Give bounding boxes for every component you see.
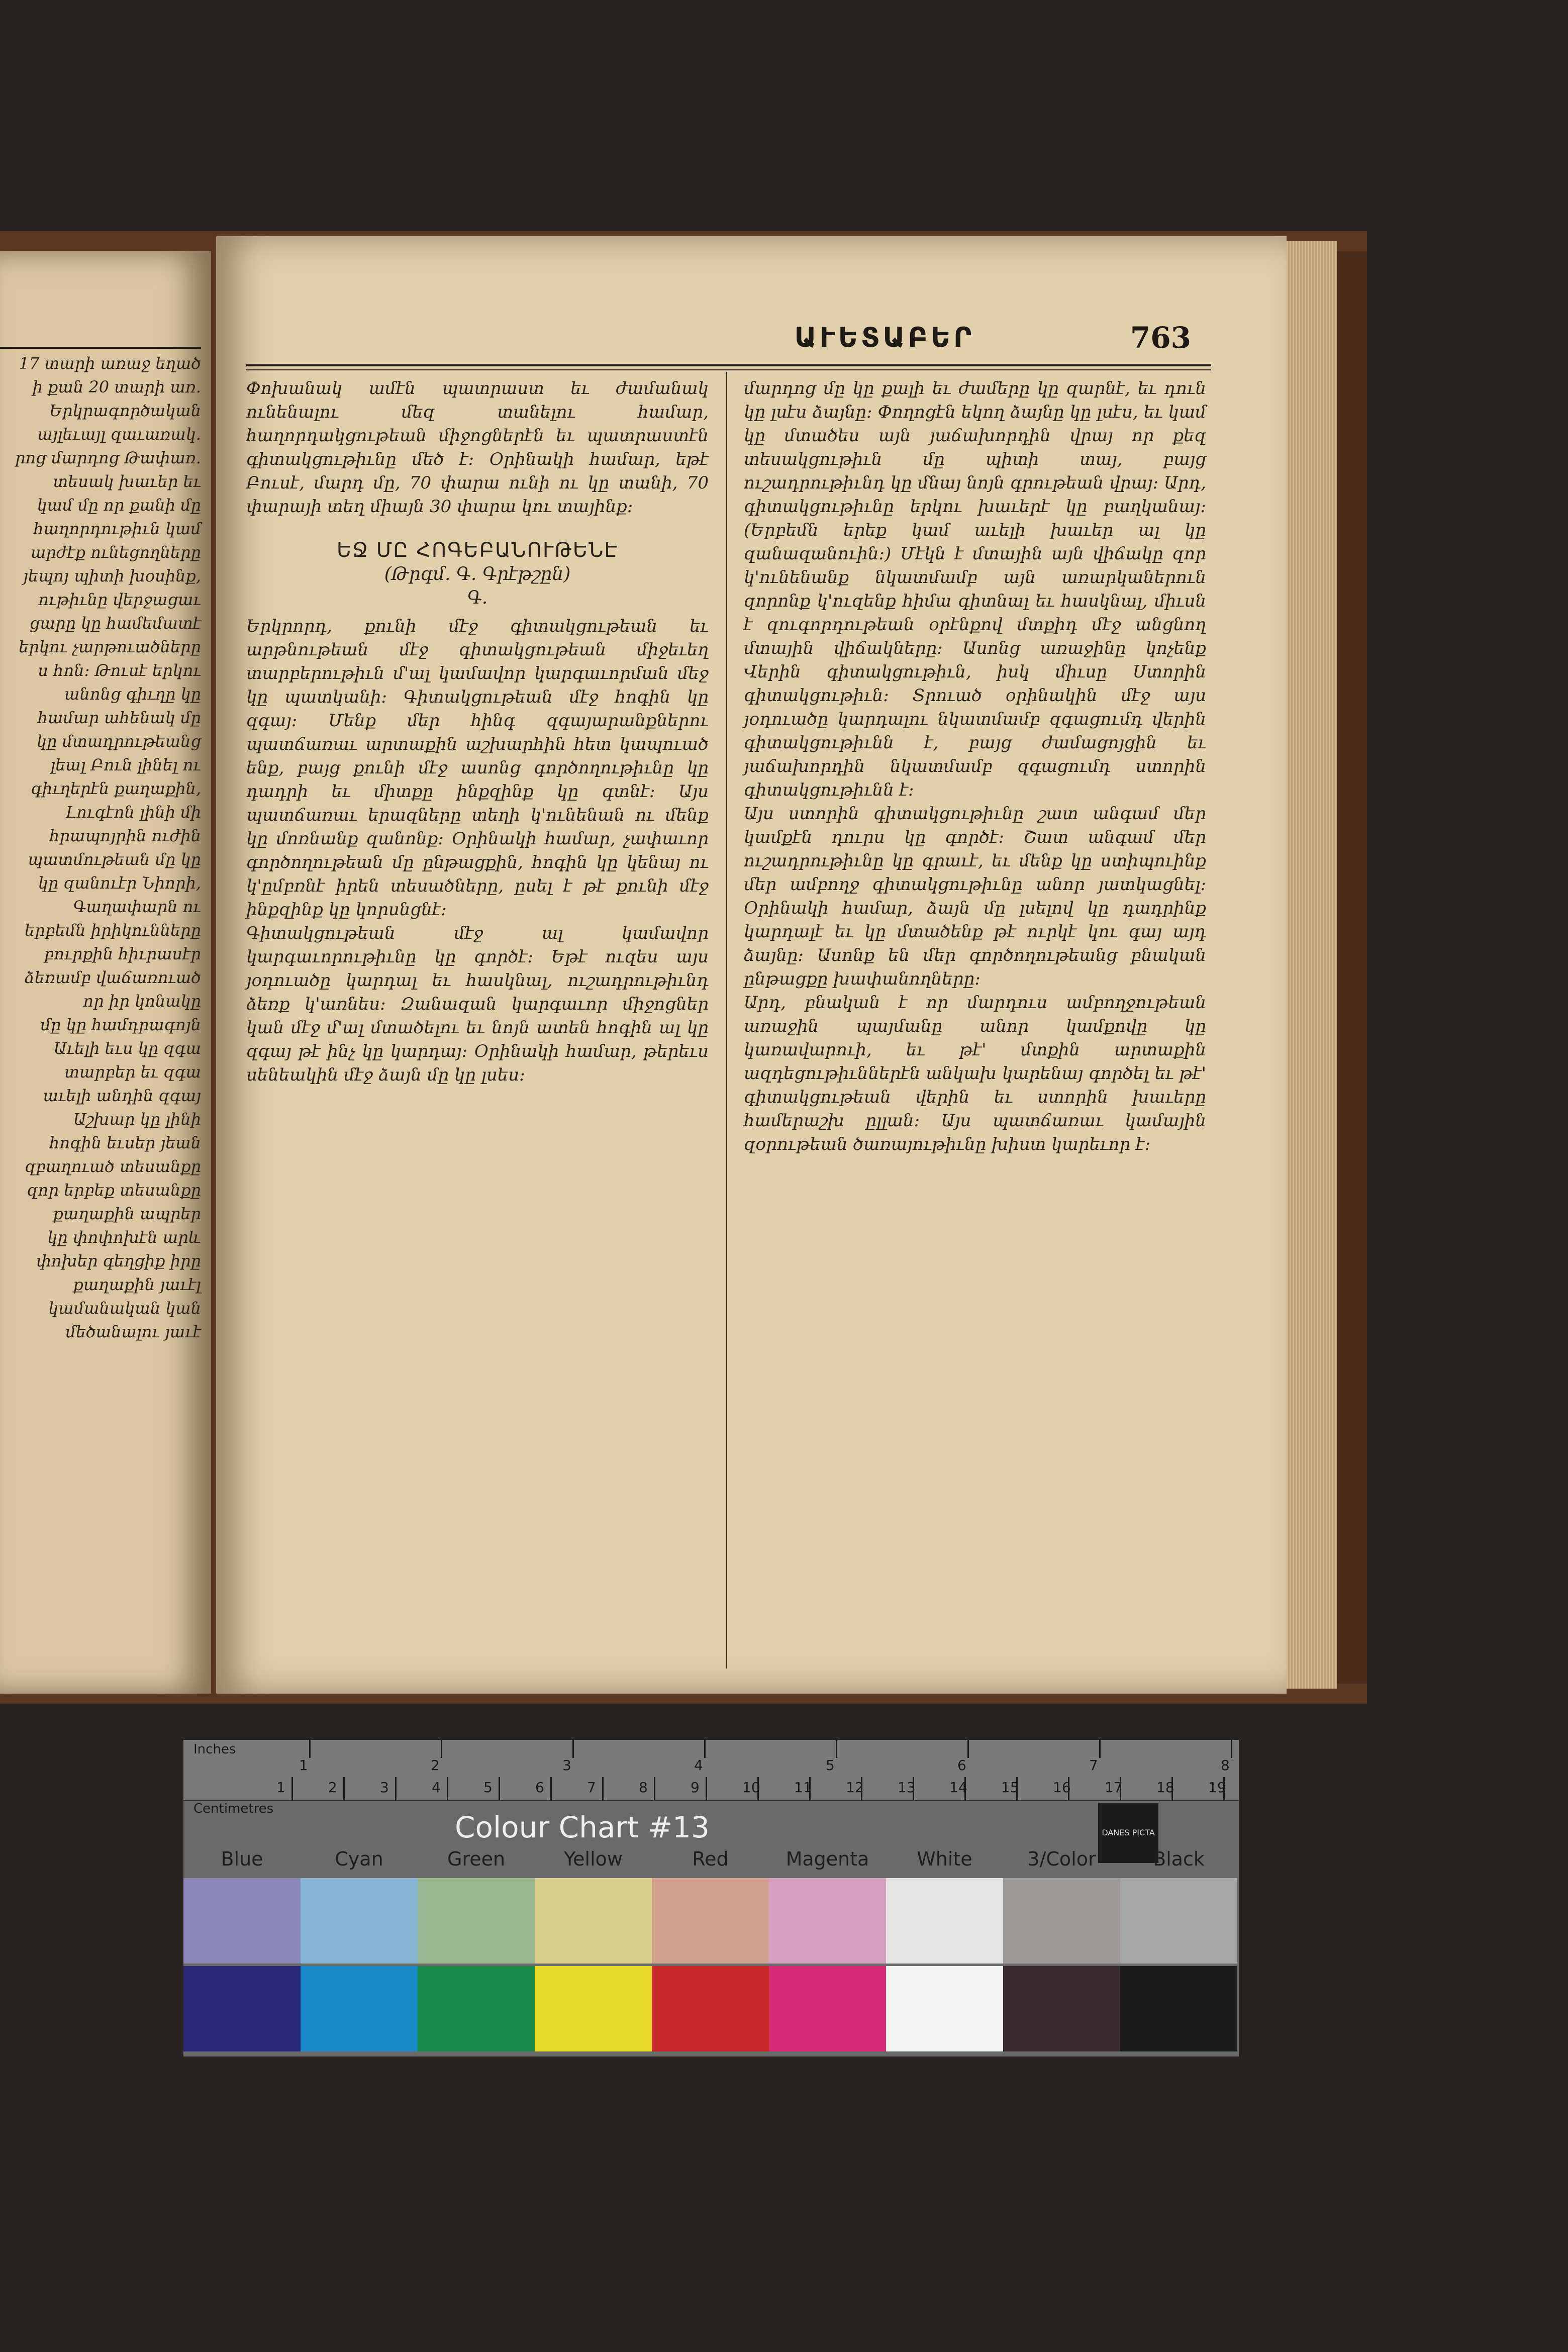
left-page-line: ս հոն։ Թուսէ երկու xyxy=(38,661,201,680)
left-page-line: կամանական կան xyxy=(48,1299,201,1318)
cm-tick-label: 16 xyxy=(1053,1779,1071,1796)
cm-tick-label: 2 xyxy=(328,1779,337,1796)
left-page-line: բուրքին հիւրասէր xyxy=(44,944,201,963)
column-divider xyxy=(726,372,727,1669)
left-page-line: լեալ Բուն լինել ու xyxy=(50,755,201,774)
inch-tick xyxy=(309,1740,311,1758)
left-page-line: 17 տարի առաջ եղած xyxy=(19,354,201,373)
inch-tick-label: 6 xyxy=(957,1757,966,1774)
left-page-line: յեպոյ պիտի խօսինք, xyxy=(23,566,201,585)
swatch-dark-3-color xyxy=(1003,1966,1120,2051)
left-page-line: կը մտադրութեանց xyxy=(36,732,201,751)
cm-tick-label: 11 xyxy=(794,1779,812,1796)
swatch-dark-green xyxy=(418,1966,535,2051)
swatch-label: Red xyxy=(692,1848,729,1870)
centimetres-label: Centimetres xyxy=(193,1801,274,1816)
left-page-rule xyxy=(0,347,201,349)
swatch-light-cyan xyxy=(301,1878,418,1964)
left-page-line: Լուգէոն լինի մի xyxy=(65,803,201,822)
swatch-label: Green xyxy=(447,1848,506,1870)
swatch-dark-magenta xyxy=(769,1966,886,2051)
right-page xyxy=(216,236,1287,1694)
right-column xyxy=(744,377,1206,1156)
cm-tick-label: 15 xyxy=(1001,1779,1019,1796)
swatch-labels xyxy=(183,1848,1239,1873)
cm-tick xyxy=(499,1777,500,1800)
cm-tick-label: 7 xyxy=(587,1779,596,1796)
header-rule-thin xyxy=(246,369,1211,370)
cm-tick xyxy=(291,1777,293,1800)
cm-tick-label: 9 xyxy=(691,1779,700,1796)
paragraph: Արդ, բնական է որ մարդուս ամբողջութեան առաջին պայմանը անոր կամքովը կը կառավարուի, եւ թէ' մտքին արտաքին ազդեցութիւններէն անկախ կարենայ գործել եւ թէ' գիտակցութեան վերին եւ ստորին խաւերը համերաշխ ըլլան։ Այս պատճառաւ կամային զօրութեան ծառայութիւնը խիստ կարեւոր է։ xyxy=(744,993,1206,1154)
chart-title: Colour Chart #13 xyxy=(455,1810,710,1844)
left-page-line: զոր երբեք տեսանքը xyxy=(27,1181,201,1200)
paragraph: Փոխանակ ամէն պատրաստ եւ ժամանակ ունենալու մեզ տանելու համար, հաղորդակցութեան միջոցներէն եւ պատրաստէն գիտակցութիւնը մեծ է։ Օրինակի համար, եթէ Բուսէ, մարդ մը, 70 փարա ունի ու կը տանի, 70 փարայի տեղ միայն 30 փարա կու տայինք։ xyxy=(246,378,709,517)
left-page-line: պատմութեան մը կը xyxy=(28,850,201,869)
swatch-light-3-color xyxy=(1003,1878,1120,1964)
page-number: 763 xyxy=(1130,321,1191,355)
book-spine xyxy=(1337,251,1367,1684)
cm-tick-label: 6 xyxy=(535,1779,544,1796)
swatch-label: Blue xyxy=(221,1848,263,1870)
inch-tick-label: 8 xyxy=(1221,1757,1230,1774)
inch-tick xyxy=(1231,1740,1232,1758)
inch-tick xyxy=(836,1740,837,1758)
left-page-line: այլեւայլ զաւառակ. xyxy=(37,425,201,444)
cm-tick-label: 10 xyxy=(742,1779,760,1796)
header-rule xyxy=(246,364,1211,366)
left-page-line: անոնց գիւղը կը xyxy=(64,684,201,704)
left-page-line: Աշխար կը լինի xyxy=(73,1110,201,1129)
swatch-light-red xyxy=(652,1878,769,1964)
left-page-line: քաղաքին ապրեր xyxy=(53,1204,201,1223)
left-page-line: փոխեր գեղցիք իրը xyxy=(36,1251,201,1270)
cm-tick-label: 4 xyxy=(432,1779,441,1796)
swatch-label: Magenta xyxy=(786,1848,869,1870)
section-mark: Գ. xyxy=(467,587,488,608)
left-page-line: կը փոփոխէն արև xyxy=(47,1228,201,1247)
swatch-light-magenta xyxy=(769,1878,886,1964)
left-page-line: հաղորդութիւն կամ xyxy=(33,519,201,538)
swatch-label: White xyxy=(917,1848,972,1870)
cm-tick xyxy=(602,1777,604,1800)
inch-tick xyxy=(572,1740,574,1758)
left-page-line: երկու չարթուածները xyxy=(19,637,201,656)
left-page-line: հոգին եւսեր յեան xyxy=(49,1133,201,1152)
left-page-line: տեսակ խաւեր եւ xyxy=(53,472,201,491)
left-page-line: երբեմն իրիկունները xyxy=(25,921,201,940)
logo-text: DANES PICTA xyxy=(1102,1828,1155,1837)
cm-tick xyxy=(550,1777,552,1800)
inch-tick xyxy=(441,1740,442,1758)
left-page-line: ցարը կը համեմատէ xyxy=(29,614,201,633)
cm-tick-label: 1 xyxy=(276,1779,285,1796)
cm-tick-label: 18 xyxy=(1156,1779,1174,1796)
cm-tick-label: 19 xyxy=(1208,1779,1226,1796)
swatch-light-green xyxy=(418,1878,535,1964)
left-page-line: արժէք ունեցողները xyxy=(31,543,201,562)
inch-tick-label: 5 xyxy=(826,1757,835,1774)
left-page-line: ի քան 20 տարի առ. xyxy=(32,377,201,397)
left-page-line: Գաղափարն ու xyxy=(73,897,201,916)
swatch-dark-white xyxy=(886,1966,1003,2051)
cm-tick-label: 13 xyxy=(898,1779,916,1796)
swatch-dark-black xyxy=(1120,1966,1237,2051)
left-page-line: գիւղերէն քաղաքին, xyxy=(31,779,201,798)
cm-tick-label: 14 xyxy=(949,1779,967,1796)
book-spread xyxy=(0,231,1367,1704)
swatch-dark-yellow xyxy=(535,1966,652,2051)
cm-tick-label: 8 xyxy=(639,1779,648,1796)
swatch-dark-red xyxy=(652,1966,769,2051)
left-page-line: մեծանալու յաւէ xyxy=(65,1322,201,1341)
swatch-label: Cyan xyxy=(335,1848,383,1870)
page-edges xyxy=(1287,241,1337,1689)
colour-chart xyxy=(183,1740,1239,2056)
paragraph: Գիտակցութեան մէջ ալ կամավոր կարգաւորութիւնը կը գործէ։ Եթէ ուզես այս յօդուածը կարդալ եւ հասկնալ, ուշադրութիւնդ ձեռք կ'առնես։ Զանազան կարգաւոր միջոցներ կան մէջ մ'ալ մտածելու եւ նոյն ատեն հոգին ալ կը զգայ թէ ինչ կը կարդայ։ Օրինակի համար, թերեւս սենեակին մէջ ձայն մը կը լսես։ xyxy=(246,923,709,1085)
left-page-line: կը զանուէր Նիորի, xyxy=(38,873,201,893)
swatch-dark-blue xyxy=(183,1966,301,2051)
left-page-line: կամ մը որ քանի մը xyxy=(37,496,201,515)
cm-tick xyxy=(706,1777,707,1800)
left-page-line: րոց մարդոց Թափառ. xyxy=(15,448,201,467)
swatch-label: Black xyxy=(1153,1848,1205,1870)
swatch-light-blue xyxy=(183,1878,301,1964)
inch-tick xyxy=(1099,1740,1101,1758)
left-page-line: քաղաքին յաւէլ xyxy=(73,1275,201,1294)
left-page-line: աւելի անդին զգայ xyxy=(43,1086,201,1105)
left-page-line: հրապոյրին ուժին xyxy=(49,826,201,845)
inch-tick-label: 7 xyxy=(1089,1757,1098,1774)
inch-tick-label: 1 xyxy=(299,1757,308,1774)
swatch-dark-cyan xyxy=(301,1966,418,2051)
cm-tick-label: 5 xyxy=(483,1779,493,1796)
left-page-line: համար ահենակ մը xyxy=(37,708,201,727)
cm-tick-label: 12 xyxy=(846,1779,864,1796)
cm-tick-label: 17 xyxy=(1105,1779,1123,1796)
inch-tick-label: 4 xyxy=(694,1757,703,1774)
swatch-label: Yellow xyxy=(564,1848,623,1870)
inch-tick xyxy=(704,1740,706,1758)
swatch-light-white xyxy=(886,1878,1003,1964)
swatch-label: 3/Color xyxy=(1027,1848,1096,1870)
left-page xyxy=(0,251,211,1694)
swatch-light-yellow xyxy=(535,1878,652,1964)
left-page-line: Աւելի եւս կը զգա xyxy=(53,1039,201,1058)
cm-tick xyxy=(395,1777,397,1800)
section-title: ԵՋ ՄԸ ՀՈԳԵԲԱՆՈՒԹԵՆԷ xyxy=(337,539,618,562)
running-head: ԱՒԵՏԱԲԵՐ xyxy=(794,322,975,353)
left-page-line: ձեռամբ վաճառուած xyxy=(24,968,201,987)
inches-label: Inches xyxy=(193,1742,236,1757)
section-author: (Թրգմ. Գ. Գրէթշըն) xyxy=(384,564,571,584)
paragraph: Այս ստորին գիտակցութիւնը շատ անգամ մեր կամքէն դուրս կը գործէ։ Շատ անգամ մեր ուշադրութիւնը կը գրաւէ, եւ մենք կը ստիպուինք մեր ամբողջ գիտակցութիւնը անոր յատկացնել։ Օրինակի համար, ձայն մը լսելով կը դադրինք կարդալէ եւ կը մտածենք թէ ուրկէ կու գայ այդ ձայնը։ Ասոնք են մեր գործողութեանց բնական ընթացքը խափանողները։ xyxy=(744,804,1206,989)
left-page-line: տարբեր եւ զգա xyxy=(64,1062,201,1082)
ruler xyxy=(183,1740,1239,1816)
swatch-light-black xyxy=(1120,1878,1237,1964)
left-page-text xyxy=(0,352,201,1344)
inch-tick-label: 3 xyxy=(562,1757,571,1774)
cm-tick xyxy=(447,1777,448,1800)
left-page-line: մը կը համդրագոյն xyxy=(40,1015,201,1034)
left-page-line: ութիւնը վերջացաւ xyxy=(38,590,201,609)
left-page-line: որ իր կոնակը xyxy=(83,992,201,1011)
left-column xyxy=(246,377,709,1087)
cm-tick-label: 3 xyxy=(380,1779,389,1796)
cm-tick xyxy=(654,1777,655,1800)
cm-tick xyxy=(343,1777,345,1800)
paragraph: Երկրորդ, քունի մէջ գիտակցութեան եւ արթնութեան մէջ գիտակցութեան միջեւեղ տարբերութիւն մ'ալ կամավոր կարգաւորման մեջ կը պատկանի։ Գիտակցութեան մէջ հոգին կը զգայ։ Մենք մեր հինգ զգայարանքներու պատճառաւ արտաքին աշխարհին հետ կապուած ենք, բայց քունի մէջ ասոնց գործողութիւնը կը դադրի եւ միտքը ինքզինք կը գտնէ։ Այս պատճառաւ երազները տեղի կ'ունենան ու մենք կը մոռնանք զանոնք։ Օրինակի համար, չափաւոր գործողութեան մը ընթացքին, հոգին կը կենայ ու կ'ըմբռնէ իրեն տեսածները, ըսել է թէ քունի մէջ ինքզինք կը կորսնցնէ։ xyxy=(246,616,709,920)
paragraph: մարդոց մը կը քալի եւ ժամերը կը զարնէ, եւ դուն կը լսէս ձայնը։ Փողոցէն եկող ձայնը կը լսէս, եւ կամ կը մտածես այն յաճախորդին վրայ որ քեզ տեսակցութիւն մը պիտի տայ, բայց ուշադրութիւնդ կը մնայ նոյն գրութեան վրայ։ Արդ, գիտակցութիւնը երկու խաւերէ կը բաղկանայ։ (Երբեմն երեք կամ աւելի խաւեր ալ կը զանազանուին։) Մէկն է մտային այն վիճակը զոր կ'ունենանք նկատմամբ այն առարկաներուն զորոնք կ'ուզենք հիմա գիտնալ եւ հասկնալ, միւսն է զուգորդութեան օրէնքով մտքիդ մէջ անցնող մտային վիճակները։ Ասոնց առաջինը կոչենք Վերին գիտակցութիւն, իսկ միւսը Ստորին գիտակցութիւն։ Տրուած օրինակին մէջ այս յօդուածը կարդալու նկատմամբ զգացումդ վերին գիտակցութիւնն է, բայց ժամացոյցին եւ յաճախորդին նկատմամբ զգացումդ ստորին գիտակցութիւնն է։ xyxy=(744,378,1206,800)
inch-tick xyxy=(967,1740,969,1758)
left-page-line: զբաղուած տեսանքը xyxy=(25,1157,201,1176)
left-page-line: Երկրագործական xyxy=(49,401,201,420)
inch-tick-label: 2 xyxy=(431,1757,440,1774)
